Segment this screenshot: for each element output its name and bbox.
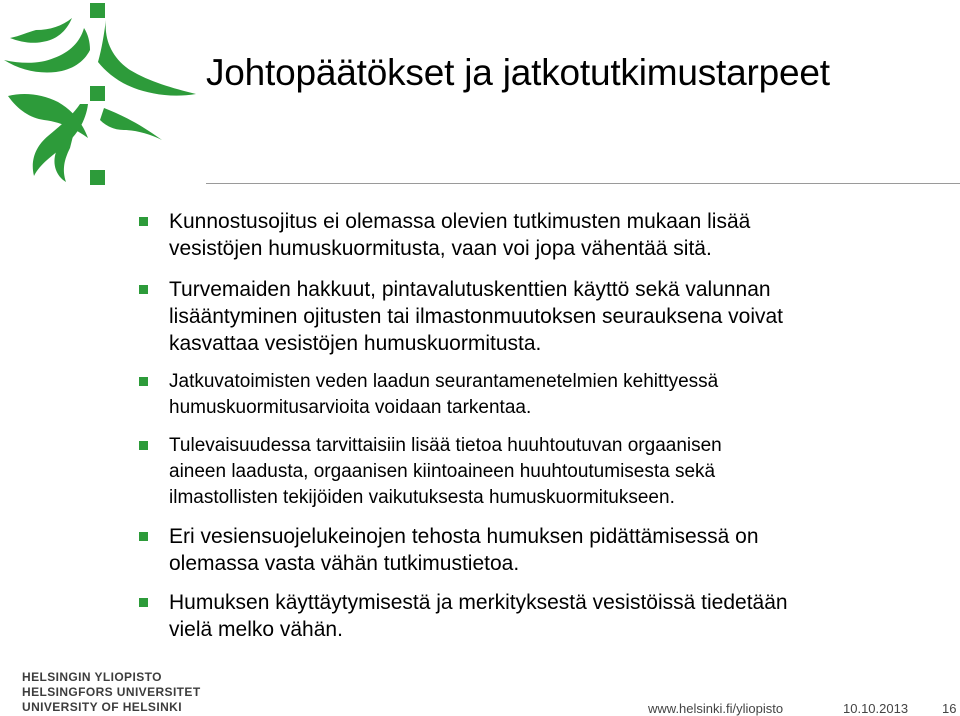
bullet-item: Tulevaisuudessa tarvittaisiin lisää tietoa huuhtoutuvan orgaanisen aineen laadusta, orgaanisen kiintoaineen huuhtoutumisesta sekä ilmastollisten tekijöiden vaikutuksesta humuskuormitukseen. <box>135 433 950 511</box>
flame-logo-icon <box>0 0 200 190</box>
bullet-item: Eri vesiensuojelukeinojen tehosta humuksen pidättämisessä on olemassa vasta vähän tutkimustietoa. <box>135 523 950 577</box>
university-logo <box>22 670 201 715</box>
bullet-item: Turvemaiden hakkuut, pintavalutuskenttien käyttö sekä valunnan lisääntyminen ojitusten tai ilmastonmuutoksen seurauksena voivat kasvattaa vesistöjen humuskuormitusta. <box>135 276 950 357</box>
bullet-list <box>135 208 950 643</box>
bullet-item: Humuksen käyttäytymisestä ja merkityksestä vesistöissä tiedetään vielä melko vähän. <box>135 589 950 643</box>
square-bullet-icon <box>139 377 148 386</box>
footer-date: 10.10.2013 <box>843 701 909 716</box>
square-bullet-icon <box>139 217 148 226</box>
university-name-fi: HELSINGIN YLIOPISTO <box>22 670 162 684</box>
title-divider <box>206 183 960 184</box>
square-bullet-icon <box>139 532 148 541</box>
university-name-sv: HELSINGFORS UNIVERSITET <box>22 685 201 699</box>
university-name-en: UNIVERSITY OF HELSINKI <box>22 700 182 714</box>
page-number: 16 <box>942 701 957 716</box>
bullet-item: Kunnostusojitus ei olemassa olevien tutkimusten mukaan lisää vesistöjen humuskuormitusta, vaan voi jopa vähentää sitä. <box>135 208 950 262</box>
footer-url: www.helsinki.fi/yliopisto <box>648 701 784 716</box>
square-bullet-icon <box>139 598 148 607</box>
square-bullet-icon <box>139 441 148 450</box>
bullet-item: Jatkuvatoimisten veden laadun seurantamenetelmien kehittyessä humuskuormitusarvioita voidaan tarkentaa. <box>135 369 950 421</box>
square-bullet-icon <box>139 285 148 294</box>
slide-title: Johtopäätökset ja jatkotutkimustarpeet <box>206 52 830 93</box>
